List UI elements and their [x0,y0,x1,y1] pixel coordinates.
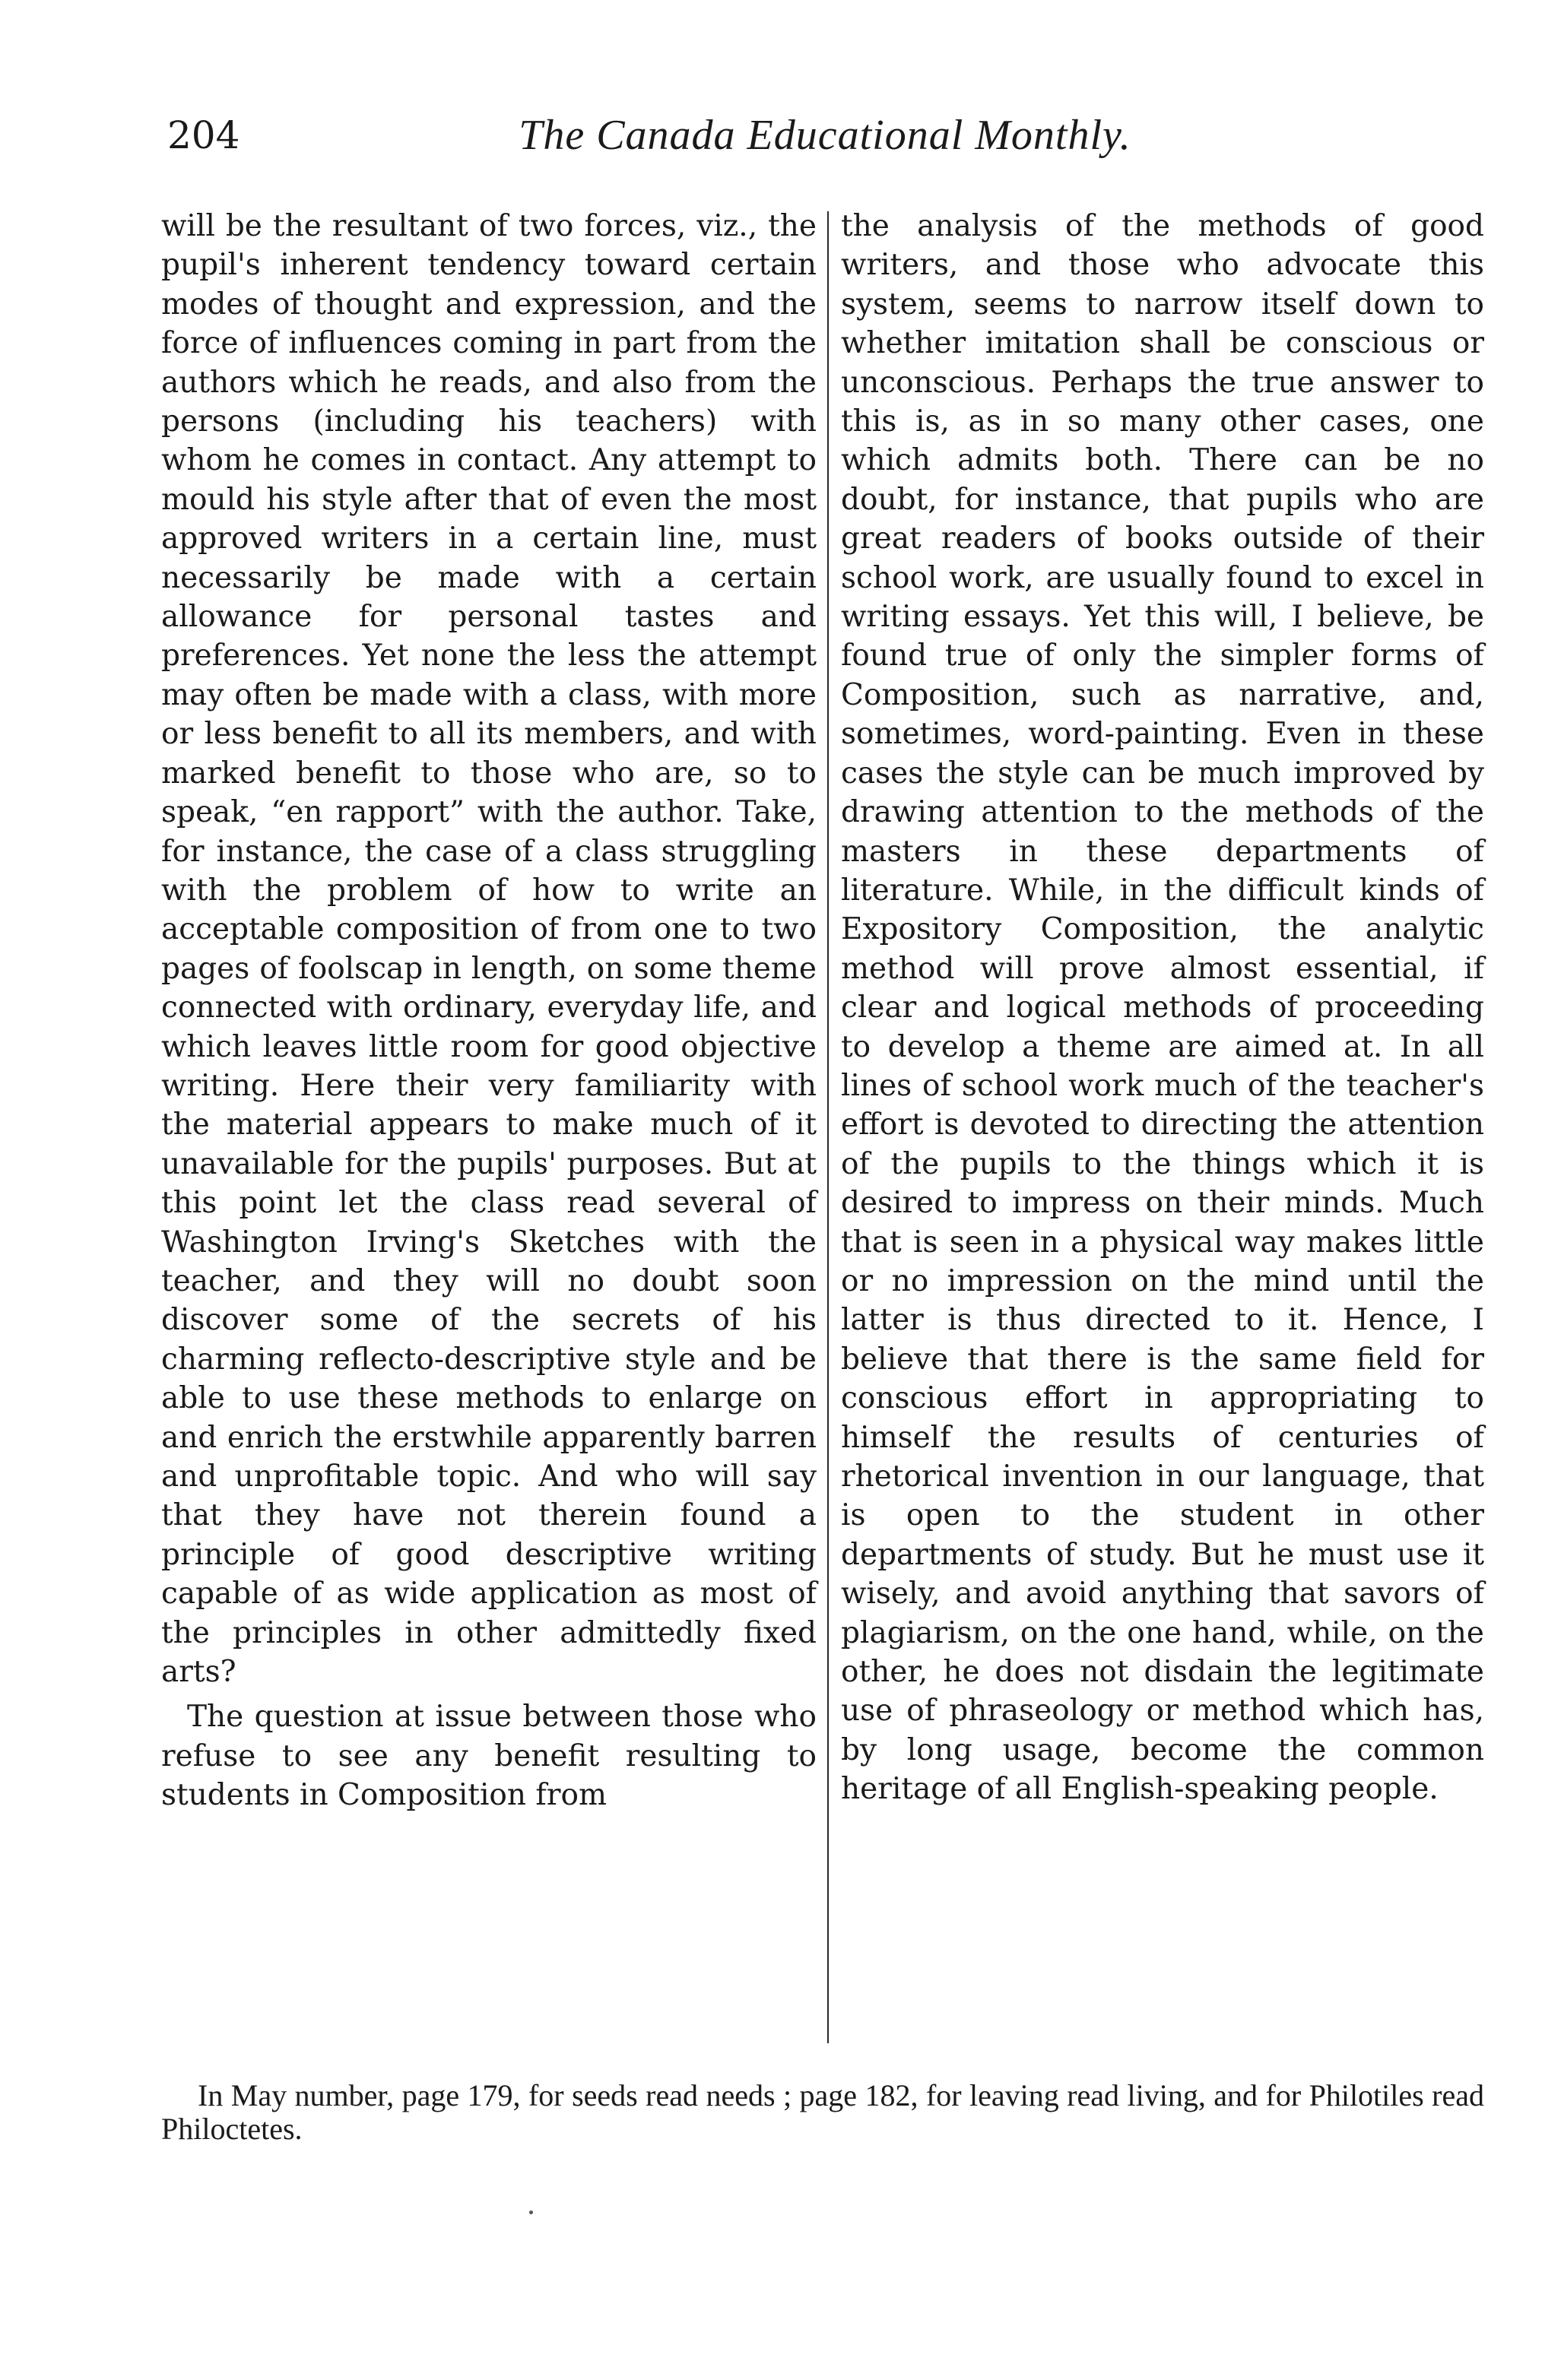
left-paragraph-2: The question at issue between those who refuse to see any benefit resulting to students in Composition from [161,1700,817,1813]
stray-ink-mark [529,2210,533,2214]
right-column [841,207,1484,1809]
left-column [161,207,817,1815]
running-title: The Canada Educational Monthly. [519,112,1131,159]
column-divider [827,211,829,2043]
errata-footnote: In May number, page 179, for seeds read needs ; page 182, for leaving read living, and for Philotiles read Philoctetes. [161,2078,1484,2146]
left-paragraph-1: will be the resultant of two forces, viz., the pupil's inherent tendency toward certain modes of thought and expression, and the force of influences coming in part from the authors which he reads, and also from the persons (including his teachers) with whom he comes in contact. Any attempt to mould his style after that of even the most approved writers in a certain line, must necessarily be made with a certain allowance for personal tastes and preferences. Yet none the less the attempt may often be made with a class, with more or less benefit to all its members, and with marked benefit to those who are, so to speak, “en rapport” with the author. Take, for instance, the case of a class struggling with the problem of how to write an acceptable composition of from one to two pages of foolscap in length, on some theme connected with ordinary, everyday life, and which leaves little room for good objective writing. Here their very familiarity with the material appears to make much of it unavailable for the pupils' purposes. But at this point let the class read several of Washington Irving's Sketches with the teacher, and they will no doubt soon discover some of the secrets of his charming reflecto-descriptive style and be able to use these methods to enlarge on and enrich the erstwhile apparently barren and unprofitable topic. And who will say that they have not therein found a principle of good descriptive writing capable of as wide application as most of the principles in other admittedly fixed arts? [161,209,817,1690]
page-header [167,113,1483,173]
page-number: 204 [167,113,240,157]
right-paragraph-1: the analysis of the methods of good writers, and those who advocate this system, seems to narrow itself down to whether imitation shall be conscious or unconscious. Perhaps the true answer to this is, as in so many other cases, one which admits both. There can be no doubt, for instance, that pupils who are great readers of books outside of their school work, are usually found to excel in writing essays. Yet this will, I believe, be found true of only the simpler forms of Composition, such as narrative, and, sometimes, word-painting. Even in these cases the style can be much improved by drawing attention to the methods of the masters in these departments of literature. While, in the difficult kinds of Expository Composition, the analytic method will prove almost essential, if clear and logical methods of proceeding to develop a theme are aimed at. In all lines of school work much of the teacher's effort is devoted to directing the attention of the pupils to the things which it is desired to impress on their minds. Much that is seen in a physical way makes little or no impression on the mind until the latter is thus directed to it. Hence, I believe that there is the same field for conscious effort in appropriating to himself the results of centuries of rhetorical invention in our language, that is open to the student in other departments of study. But he must use it wisely, and avoid anything that savors of plagiarism, on the one hand, while, on the other, he does not disdain the legitimate use of phraseology or method which has, by long usage, become the common heritage of all English-speaking people. [841,209,1484,1807]
